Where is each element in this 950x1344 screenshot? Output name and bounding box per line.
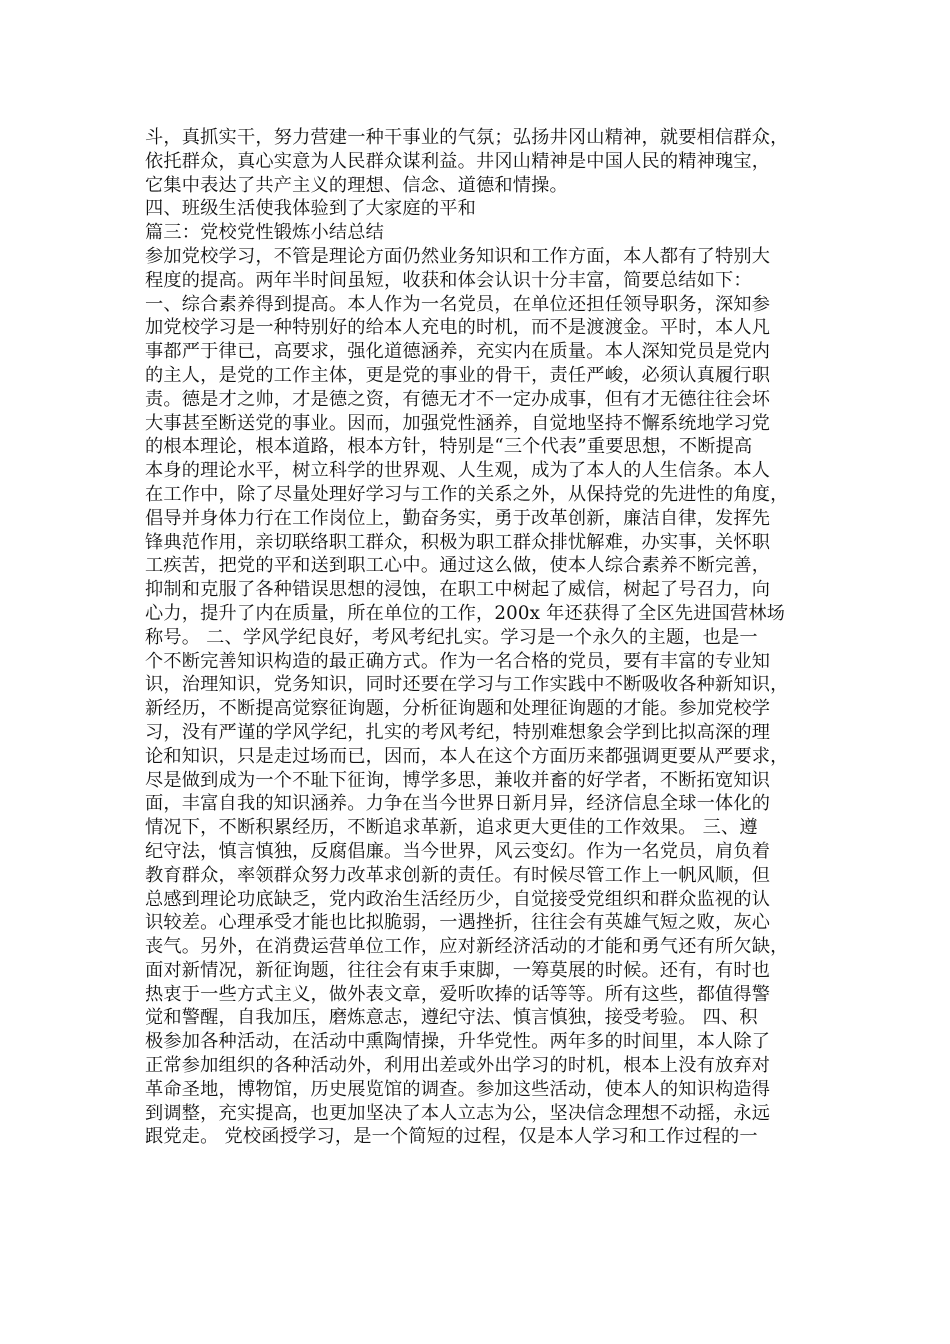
text-line-18: 锋典范作用，亲切联络职工群众，积极为职工群众排忧解难，办实事，关怀职 [145, 531, 771, 553]
section-heading: 四、班级生活使我体验到了大家庭的平和 [145, 198, 476, 220]
text-line-40: 正常参加组织的各种活动外，利用出差或外出学习的时机，根本上没有放弃对 [145, 1055, 771, 1077]
text-line-26: 习，没有严谨的学风学纪，扎实的考风考纪，特别难想象会学到比拟高深的理 [145, 721, 771, 743]
text-line-1: 斗，真抓实干，努力营建一种干事业的气氛；弘扬井冈山精神，就要相信群众， [145, 127, 789, 148]
text-line-25: 新经历，不断提高觉察征询题，分析征询题和处理征询题的才能。参加党校学 [145, 698, 771, 720]
text-line-15: 本身的理论水平，树立科学的世界观、人生观，成为了本人的人生信条。本人 [145, 460, 771, 482]
text-line-20: 抑制和克服了各种错误思想的浸蚀，在职工中树起了威信，树起了号召力，向 [145, 579, 771, 601]
text-line-42: 到调整，充实提高，也更加坚决了本人立志为公，坚决信念理想不动摇，永远 [145, 1102, 771, 1124]
chapter-title: 篇三：党校党性锻炼小结总结 [145, 222, 385, 244]
text-line-9: 加党校学习是一种特别好的给本人充电的时机，而不是渡渡金。平时，本人凡 [145, 317, 771, 339]
document-body [145, 126, 807, 1149]
text-line-32: 教育群众，率领群众努力改革求创新的责任。有时候尽管工作上一帆风顺，但 [145, 864, 771, 886]
text-line-2: 依托群众，真心实意为人民群众谋利益。井冈山精神是中国人民的精神瑰宝， [145, 150, 771, 172]
text-line-39: 极参加各种活动，在活动中熏陶情操，升华党性。两年多的时间里，本人除了 [145, 1031, 771, 1053]
text-line-6: 参加党校学习，不管是理论方面仍然业务知识和工作方面，本人都有了特别大 [145, 245, 771, 267]
text-line-21: 心力，提升了内在质量，所在单位的工作，200x 年还获得了全区先进国营林场 [145, 602, 786, 624]
text-line-43: 跟党走。 党校函授学习，是一个简短的过程，仅是本人学习和工作过程的一 [145, 1126, 758, 1148]
text-line-23: 个不断完善知识构造的最正确方式。作为一名合格的党员，要有丰富的专业知 [145, 650, 771, 672]
text-line-24: 识，治理知识，党务知识，同时还要在学习与工作实践中不断吸收各种新知识， [145, 674, 789, 696]
text-line-38: 觉和警醒，自我加压，磨炼意志，遵纪守法、慎言慎独，接受考验。 四、积 [145, 1007, 758, 1029]
text-line-3: 它集中表达了共产主义的理想、信念、道德和情操。 [145, 174, 568, 196]
text-line-30: 情况下，不断积累经历，不断追求革新，追求更大更佳的工作效果。 三、遵 [145, 817, 758, 839]
text-line-37: 热衷于一些方式主义，做外表文章，爱听吹捧的话等等。所有这些，都值得警 [145, 983, 771, 1005]
text-line-7: 程度的提高。两年半时间虽短，收获和体会认识十分丰富，简要总结如下： [145, 269, 752, 291]
text-line-12: 责。德是才之帅，才是德之资，有德无才不一定办成事，但有才无德往往会坏 [145, 388, 771, 410]
text-line-28: 尽是做到成为一个不耻下征询，博学多思，兼收并畜的好学者，不断拓宽知识 [145, 769, 771, 791]
text-line-27: 论和知识，只是走过场而已，因而，本人在这个方面历来都强调更要从严要求， [145, 745, 789, 767]
text-line-11: 的主人，是党的工作主体，更是党的事业的骨干，责任严峻，必须认真履行职 [145, 364, 771, 386]
text-line-14: 的根本理论，根本道路，根本方针，特别是“三个代表”重要思想，不断提高 [145, 436, 753, 458]
text-line-8: 一、综合素养得到提高。本人作为一名党员，在单位还担任领导职务，深知参 [145, 293, 771, 315]
text-line-33: 总感到理论功底缺乏，党内政治生活经历少，自觉接受党组织和群众监视的认 [145, 888, 771, 910]
text-line-41: 革命圣地，博物馆，历史展览馆的调查。参加这些活动，使本人的知识构造得 [145, 1078, 771, 1100]
text-line-29: 面，丰富自我的知识涵养。力争在当今世界日新月异，经济信息全球一体化的 [145, 793, 771, 815]
text-line-31: 纪守法，慎言慎独，反腐倡廉。当今世界，风云变幻。作为一名党员，肩负着 [145, 840, 771, 862]
text-line-22: 称号。 二、学风学纪良好，考风考纪扎实。学习是一个永久的主题，也是一 [145, 626, 758, 648]
text-line-35: 丧气。另外，在消费运营单位工作，应对新经济活动的才能和勇气还有所欠缺， [145, 936, 789, 958]
text-line-16: 在工作中，除了尽量处理好学习与工作的关系之外，从保持党的先进性的角度， [145, 483, 789, 505]
text-line-10: 事都严于律已，高要求，强化道德涵养，充实内在质量。本人深知党员是党内 [145, 341, 771, 363]
text-line-13: 大事甚至断送党的事业。因而，加强党性涵养，自觉地坚持不懈系统地学习党 [145, 412, 771, 434]
text-line-34: 识较差。心理承受才能也比拟脆弱，一遇挫折，往往会有英雄气短之败，灰心 [145, 912, 771, 934]
text-line-19: 工疾苦，把党的平和送到职工心中。通过这么做，使本人综合素养不断完善， [145, 555, 771, 577]
text-line-17: 倡导并身体力行在工作岗位上，勤奋务实，勇于改革创新，廉洁自律，发挥先 [145, 507, 771, 529]
text-line-36: 面对新情况，新征询题，往往会有束手束脚，一筹莫展的时候。还有，有时也 [145, 959, 771, 981]
